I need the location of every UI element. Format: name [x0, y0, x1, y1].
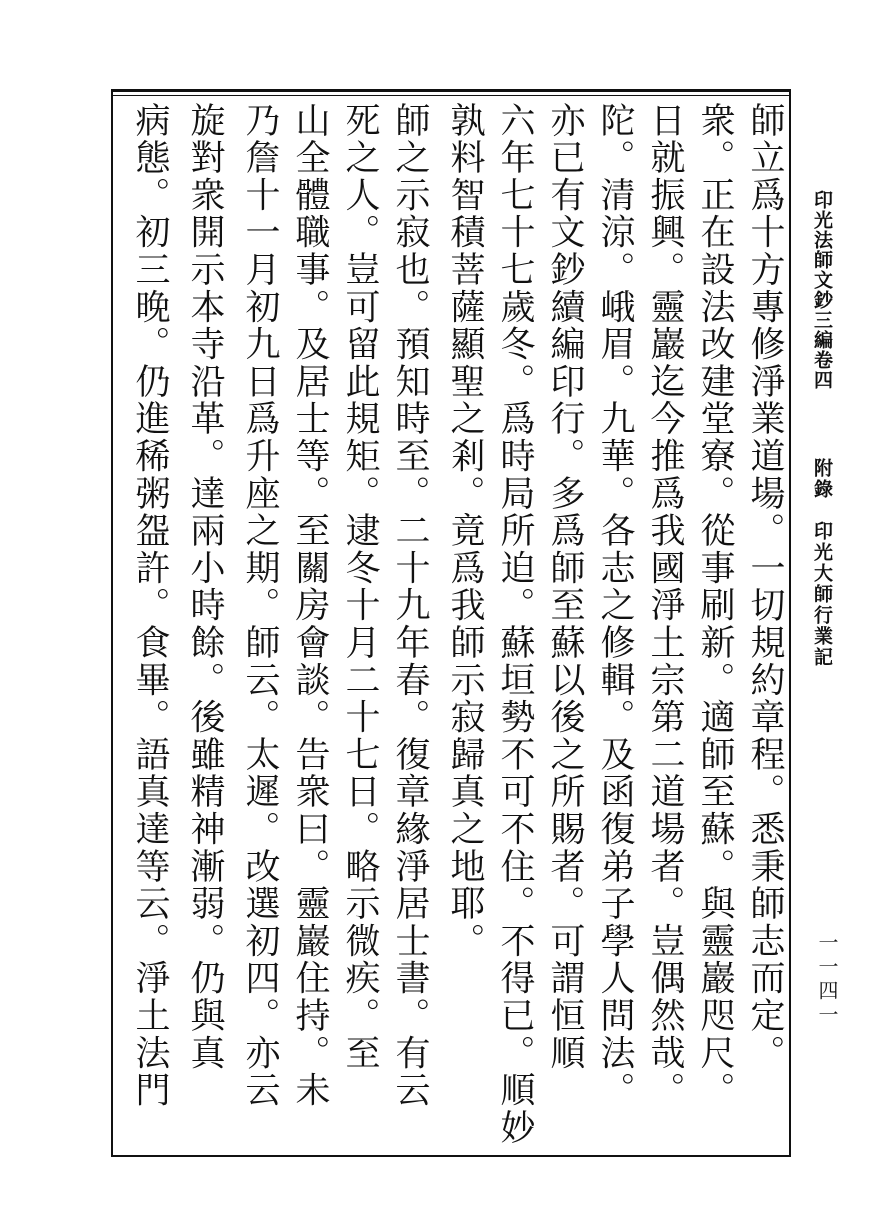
text-column-2: 衆。正在設法改建堂寮。從事刷新。適師至蘇。與靈巖咫尺。 — [695, 102, 735, 1110]
text-column-13: 病態。初三晚。仍進稀粥盌許。食畢。語真達等云。淨土法門 — [130, 102, 170, 1110]
text-column-10: 山全體職事。及居士等。至關房會談。告衆曰。靈巖住持。未 — [290, 102, 330, 1110]
text-column-6: 六年七十七歲冬。爲時局所迫。蘇垣勢不可不住。不得已。順妙 — [495, 102, 535, 1147]
text-column-7: 孰料智積菩薩顯聖之剎。竟爲我師示寂歸真之地耶。 — [445, 102, 485, 960]
frame-bottom-rule — [111, 1155, 791, 1157]
frame-left-rule — [111, 89, 113, 1157]
text-column-3: 日就振興。靈巖迄今推爲我國淨土宗第二道場者。豈偶然哉。 — [645, 102, 685, 1110]
text-column-12: 旋對衆開示本寺沿革。達兩小時餘。後雖精神漸弱。仍與真 — [185, 102, 225, 1072]
text-column-5: 亦已有文鈔續編印行。多爲師至蘇以後之所賜者。可謂恒順 — [545, 102, 585, 1072]
text-column-11: 乃詹十一月初九日爲升座之期。師云。太遲。改選初四。亦云 — [240, 102, 280, 1110]
frame-top-rule-thin — [111, 95, 791, 96]
frame-right-rule — [789, 89, 791, 1157]
text-column-4: 陀。清涼。峨眉。九華。各志之修輯。及函復弟子學人問法。 — [595, 102, 635, 1110]
section-title: 附錄 印光大師行業記 — [811, 458, 833, 668]
text-column-8: 師之示寂也。預知時至。二十九年春。復章緣淨居士書。有云 — [390, 102, 430, 1110]
text-column-9: 死之人。豈可留此規矩。逮冬十月二十七日。略示微疾。至 — [340, 102, 380, 1072]
frame-top-rule — [111, 89, 791, 92]
text-column-1: 師立爲十方專修淨業道場。一切規約章程。悉秉師志而定。 — [745, 102, 785, 1072]
book-title: 印光法師文鈔三編卷四 — [811, 190, 833, 390]
page-number: 一一四一 — [815, 932, 839, 1028]
